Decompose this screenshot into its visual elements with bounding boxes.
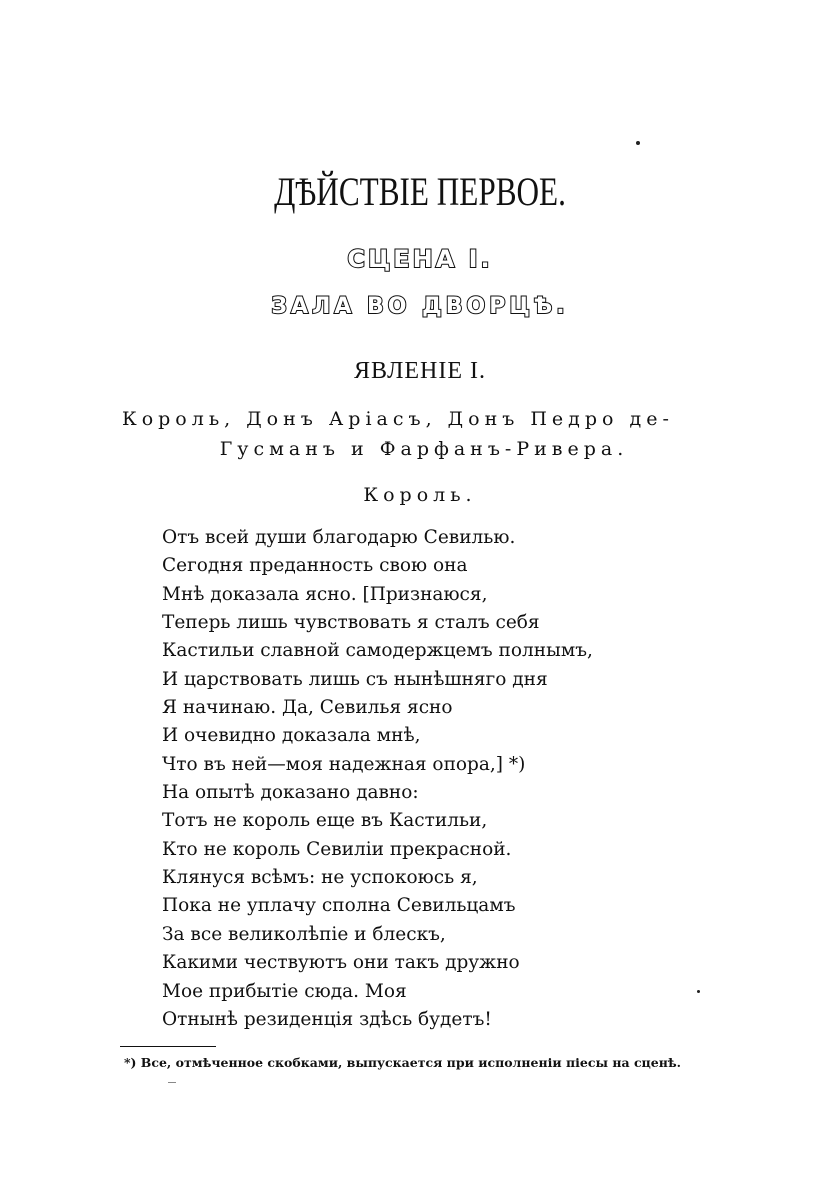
verse-line: Тотъ не король еще въ Кастильи, <box>162 810 488 832</box>
speaker-name: Король. <box>363 484 477 506</box>
verse-block <box>162 524 593 1034</box>
verse-line: И царствовать лишь съ нынѣшняго дня <box>162 668 548 690</box>
verse-line: И очевидно доказала мнѣ, <box>162 725 421 747</box>
place-title: ЗАЛА ВО ДВОРЦѢ. <box>271 294 569 319</box>
verse-line: Кастильи славной самодержцемъ полнымъ, <box>162 640 593 662</box>
act-title: ДѢЙСТВІЕ ПЕРВОЕ. <box>274 169 566 214</box>
ink-speck <box>636 141 640 145</box>
verse-line: Мое прибытіе сюда. Моя <box>162 980 407 1002</box>
verse-line: Сегодня преданность свою она <box>162 555 468 577</box>
verse-line: Отнынѣ резиденція здѣсь будетъ! <box>162 1008 492 1030</box>
footnote: *) Все, отмѣченное скобками, выпускается при исполненіи піесы на сценѣ. <box>124 1055 682 1070</box>
cast-list-line: Гусманъ и Фарфанъ-Ривера. <box>219 438 629 460</box>
appearance-heading: ЯВЛЕНІЕ I. <box>353 358 486 384</box>
footnote-rule <box>120 1046 216 1047</box>
scene-title: СЦЕНА I. <box>347 245 493 273</box>
verse-line: Теперь лишь чувствовать я сталъ себя <box>162 612 540 634</box>
ink-mark <box>168 1082 176 1083</box>
verse-line: Я начинаю. Да, Севилья ясно <box>162 697 453 719</box>
verse-line: Отъ всей души благодарю Севилью. <box>162 527 516 548</box>
verse-line: Какими чествуютъ они такъ дружно <box>162 952 520 974</box>
verse-line: Кто не король Севиліи прекрасной. <box>162 838 512 860</box>
verse-line: Клянуся всѣмъ: не успокоюсь я, <box>162 867 478 889</box>
cast-list-line: Король, Донъ Аріасъ, Донъ Педро де- <box>122 408 674 430</box>
verse-line: Пока не уплачу сполна Севильцамъ <box>162 895 516 917</box>
verse-line: За все великолѣпіе и блескъ, <box>162 923 446 945</box>
verse-line: Мнѣ доказала ясно. [Признаюся, <box>162 583 488 605</box>
verse-line: Что въ ней—моя надежная опора,] *) <box>162 753 526 775</box>
ink-speck <box>697 990 700 993</box>
verse-line: На опытѣ доказано давно: <box>162 782 419 804</box>
